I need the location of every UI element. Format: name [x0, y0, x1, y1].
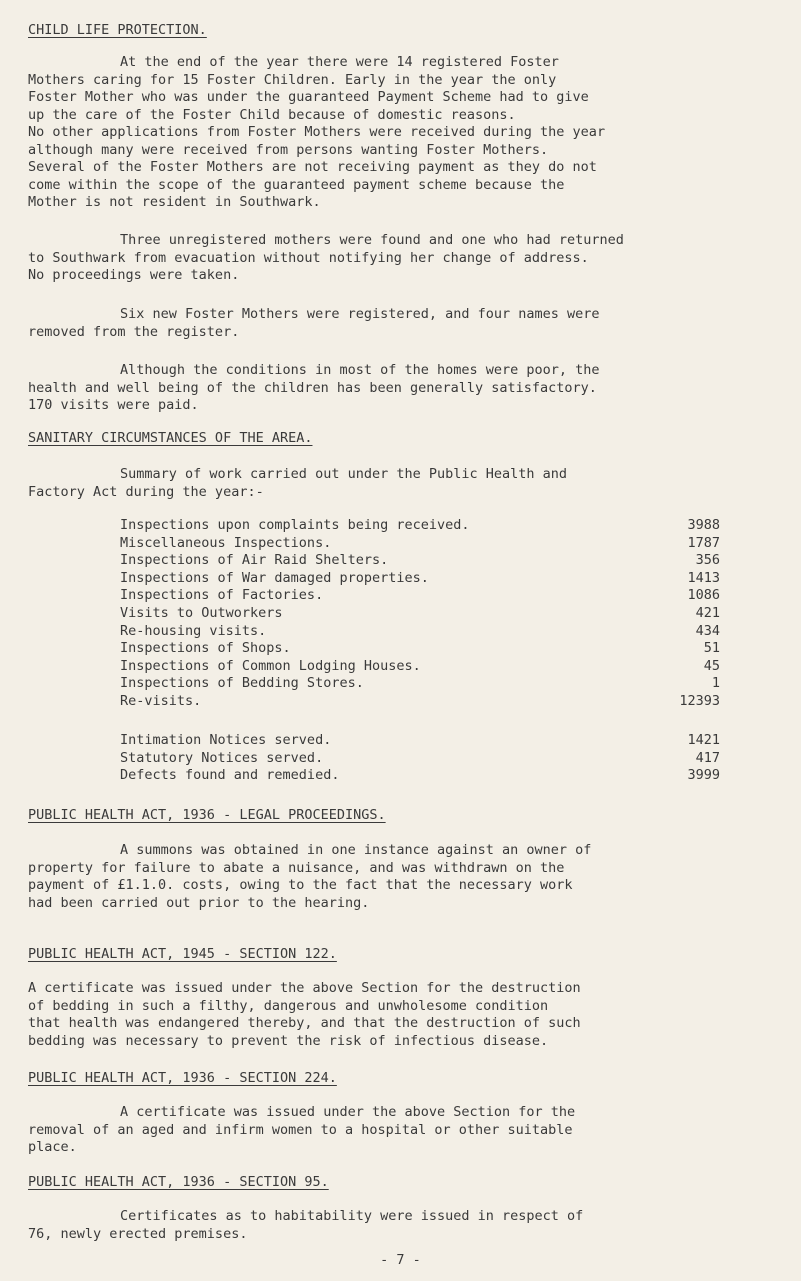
text-line: Summary of work carried out under the Public Health and [120, 466, 568, 482]
text-line: health and well being of the children has been generally satisfactory. [28, 379, 597, 396]
text-line: No proceedings were taken. [28, 267, 240, 283]
table-row [120, 570, 720, 588]
legal-proceedings-heading: PUBLIC HEALTH ACT, 1936 - LEGAL PROCEEDINGS. [28, 807, 386, 823]
row-label: Visits to Outworkers [120, 604, 283, 621]
text-line: removal of an aged and infirm women to a hospital or other suitable [28, 1121, 573, 1138]
text-line: A certificate was issued under the above Section for the [120, 1104, 576, 1120]
row-label: Inspections of War damaged properties. [120, 569, 429, 586]
text-line: Certificates as to habitability were issued in respect of [120, 1208, 584, 1224]
table-row [120, 605, 720, 623]
text-line: A summons was obtained in one instance against an owner of [120, 842, 592, 858]
child-life-para-3 [28, 306, 778, 341]
row-value: 417 [695, 749, 720, 766]
text-line: of bedding in such a filthy, dangerous and unwholesome condition [28, 997, 549, 1014]
table-row [120, 517, 720, 535]
text-line: At the end of the year there were 14 registered Foster [120, 54, 559, 70]
sanitary-heading: SANITARY CIRCUMSTANCES OF THE AREA. [28, 430, 313, 446]
row-label: Intimation Notices served. [120, 732, 332, 748]
row-value: 1086 [687, 587, 720, 604]
row-value: 1787 [687, 534, 720, 551]
text-line: 170 visits were paid. [28, 397, 199, 413]
section-95-heading: PUBLIC HEALTH ACT, 1936 - SECTION 95. [28, 1174, 329, 1190]
row-value: 434 [695, 622, 720, 639]
text-line: Foster Mother who was under the guaranteed Payment Scheme had to give [28, 89, 589, 105]
text-line: 76, newly erected premises. [28, 1225, 248, 1242]
table-row [120, 658, 720, 676]
table-row [120, 732, 720, 750]
table-row [120, 552, 720, 570]
text-line: payment of £1.1.0. costs, owing to the fact that the necessary work [28, 877, 573, 893]
page-number: - 7 - [380, 1252, 421, 1268]
text-line: Mothers caring for 15 Foster Children. Early in the year the only [28, 71, 557, 88]
text-line: Six new Foster Mothers were registered, and four names were [120, 306, 600, 322]
text-line: although many were received from persons wanting Foster Mothers. [28, 141, 549, 158]
row-value: 1 [711, 675, 720, 692]
text-line: property for failure to abate a nuisance, and was withdrawn on the [28, 859, 565, 876]
row-value: 51 [703, 640, 720, 657]
text-line: to Southwark from evacuation without notifying her change of address. [28, 249, 589, 266]
table-row [120, 767, 720, 785]
section-122-heading: PUBLIC HEALTH ACT, 1945 - SECTION 122. [28, 946, 337, 962]
row-label: Inspections of Factories. [120, 587, 324, 604]
table-row [120, 693, 720, 711]
table-row [120, 535, 720, 553]
table-row [120, 750, 720, 768]
text-line: removed from the register. [28, 323, 240, 340]
row-label: Miscellaneous Inspections. [120, 534, 332, 551]
row-label: Inspections of Shops. [120, 640, 291, 657]
section-224-heading: PUBLIC HEALTH ACT, 1936 - SECTION 224. [28, 1070, 337, 1086]
row-label: Inspections of Air Raid Shelters. [120, 552, 389, 569]
row-value: 45 [703, 657, 720, 674]
row-label: Re-visits. [120, 692, 202, 709]
text-line: Although the conditions in most of the homes were poor, the [120, 362, 600, 378]
text-line: Three unregistered mothers were found and one who had returned [120, 232, 624, 248]
text-line: No other applications from Foster Mothers were received during the year [28, 124, 606, 140]
text-line: come within the scope of the guaranteed payment scheme because the [28, 176, 565, 193]
row-value: 421 [695, 604, 720, 621]
table-row [120, 587, 720, 605]
section-122-para [28, 980, 778, 1050]
row-label: Statutory Notices served. [120, 749, 324, 766]
row-label: Re-housing visits. [120, 622, 267, 639]
text-line: that health was endangered thereby, and that the destruction of such [28, 1015, 581, 1031]
text-line: had been carried out prior to the hearing. [28, 894, 370, 911]
text-line: Mother is not resident in Southwark. [28, 194, 321, 210]
row-value: 3988 [687, 517, 720, 533]
row-value: 1413 [687, 569, 720, 586]
notices-table [120, 732, 720, 785]
table-row [120, 640, 720, 658]
text-line: place. [28, 1139, 77, 1155]
child-life-para-4 [28, 362, 778, 415]
section-95-para [28, 1208, 778, 1243]
inspections-table [120, 517, 720, 711]
text-line: Factory Act during the year:- [28, 483, 264, 500]
row-value: 3999 [687, 767, 720, 784]
row-label: Inspections of Common Lodging Houses. [120, 657, 421, 674]
legal-proceedings-para [28, 842, 778, 912]
text-line: A certificate was issued under the above Section for the destruction [28, 980, 581, 996]
child-life-para-1 [28, 54, 778, 212]
row-value: 1421 [687, 732, 720, 748]
row-label: Defects found and remedied. [120, 767, 340, 784]
row-value: 356 [695, 552, 720, 569]
row-label: Inspections upon complaints being received. [120, 517, 470, 533]
text-line: Several of the Foster Mothers are not receiving payment as they do not [28, 159, 597, 175]
row-label: Inspections of Bedding Stores. [120, 675, 364, 692]
text-line: up the care of the Foster Child because of domestic reasons. [28, 106, 516, 123]
sanitary-intro [28, 466, 778, 501]
child-life-para-2 [28, 232, 778, 285]
table-row [120, 675, 720, 693]
text-line: bedding was necessary to prevent the risk of infectious disease. [28, 1032, 549, 1049]
section-224-para [28, 1104, 778, 1157]
table-row [120, 623, 720, 641]
row-value: 12393 [679, 692, 720, 709]
child-life-heading: CHILD LIFE PROTECTION. [28, 22, 207, 38]
